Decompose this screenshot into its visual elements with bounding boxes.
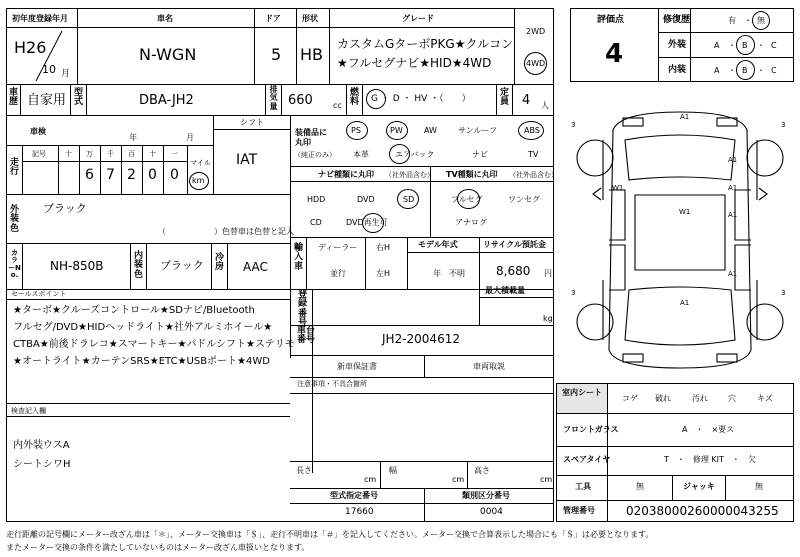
model-year-label: モデル年式: [418, 240, 458, 249]
chassis-label: 車台番号: [297, 326, 316, 346]
glass-label: フロントガラス: [563, 425, 619, 434]
navi-type-header: ナビ種類に丸印: [318, 170, 374, 179]
model-value: DBA-JH2: [139, 93, 194, 108]
displacement-value: 660: [288, 93, 313, 108]
displacement-label: 排気量: [269, 85, 278, 111]
use-value: 自家用: [27, 93, 67, 108]
grade-line1: カスタムGターボPKG★クルコン: [337, 37, 514, 51]
navi-hdd: HDD: [307, 195, 326, 204]
corner-3-tr: 3: [781, 121, 786, 129]
mgmt-label: 管理番号: [563, 506, 595, 515]
drive-2wd: 2WD: [526, 27, 546, 36]
tv-fullseg: フルセグ: [451, 195, 483, 204]
fuel-label: 燃料: [349, 88, 359, 108]
ext-grade-a: A: [714, 41, 720, 50]
equip-abs: ABS: [524, 126, 540, 135]
inspector-line-1: シートシワH: [13, 459, 71, 470]
seat-stain: 汚れ: [692, 394, 708, 403]
seat-label: 室内シート: [562, 388, 602, 397]
width-label: 幅: [389, 466, 397, 475]
mile-label: マイル: [190, 159, 211, 167]
shift-value: IAT: [236, 152, 258, 168]
mark-a1-right-door: A1: [728, 184, 738, 192]
drive-4wd: 4WD: [526, 59, 546, 68]
digit-2: 7: [106, 167, 115, 183]
width-unit: cm: [452, 475, 465, 484]
doors-label: ドア: [265, 14, 281, 23]
import-right-h: 右H: [376, 243, 391, 252]
ext-grade-c: C: [771, 41, 777, 50]
sales-line-3: ★オートライト★カーテンSRS★ETC★USBポート★4WD: [13, 356, 270, 367]
seat-hole: 穴: [728, 394, 736, 403]
navi-sd: SD: [403, 195, 415, 204]
recycle-label: リサイクル預託金: [483, 240, 546, 249]
reg-year: H26: [14, 38, 47, 57]
digit-1: 6: [85, 167, 94, 183]
seat-scratch: キズ: [757, 394, 773, 403]
spare-value: T ・ 修理 KIT ・ 欠: [664, 455, 756, 464]
repair-label: 修復歴: [663, 15, 691, 25]
navi-dvd: DVD: [357, 195, 375, 204]
fuel-options: G ・ D ・ HV ・（ ）: [371, 94, 471, 104]
equipment-label: 装備品に丸印: [295, 128, 327, 148]
capacity-unit: 人: [541, 101, 549, 110]
int-grade-b: B: [742, 66, 748, 75]
tools-value: 無: [636, 482, 644, 491]
car-name-label: 車名: [157, 14, 173, 23]
mgmt-value: 02038000260000043255: [626, 504, 779, 518]
mark-a1-right-rear: A1: [728, 211, 738, 219]
model-label: 型式: [73, 88, 83, 108]
ac-value: AAC: [243, 260, 268, 274]
type-cert-label: 型式指定番号: [330, 491, 378, 500]
doors-value: 5: [271, 45, 282, 64]
mark-w1-roof: W1: [679, 208, 691, 216]
color-change-note: （ ）色替車は色替と記入: [158, 227, 294, 236]
reg-month-unit: 月: [61, 69, 71, 79]
first-reg-label: 初年度登録年月: [12, 14, 68, 23]
length-unit: cm: [364, 475, 377, 484]
equip-ps: PS: [351, 126, 361, 135]
jack-value: 無: [755, 482, 763, 491]
sales-point-label: セールスポイント: [11, 290, 67, 298]
interior-color-label: 内装色: [133, 251, 143, 280]
shaken-year-unit: 年: [129, 133, 137, 142]
equip-leather: 本革: [353, 150, 369, 159]
recycle-value: 8,680: [496, 264, 531, 278]
tv-type-header: TV種類に丸印: [446, 170, 498, 179]
import-dealer: ディーラー: [318, 243, 358, 252]
digit-5: 0: [170, 167, 179, 183]
equip-navi: ナビ: [472, 150, 488, 159]
score-value: 4: [605, 39, 624, 69]
digit-3: 2: [127, 167, 136, 183]
navi-dvd-play: DVD再生可: [346, 218, 388, 227]
max-load-unit: kg: [543, 314, 553, 323]
equip-tv: TV: [528, 150, 539, 159]
ac-label: 冷房: [214, 253, 224, 273]
chassis-value: JH2-2004612: [382, 332, 460, 346]
model-year-value: 年 不明: [433, 269, 465, 278]
mark-a1-bottom: A1: [680, 299, 690, 307]
type-cert-value: 17660: [345, 507, 374, 517]
ext-grade-dot1: ・: [728, 41, 736, 50]
tools-label: 工具: [575, 482, 591, 491]
navi-cd: CD: [310, 218, 322, 227]
km-label: km: [192, 176, 205, 185]
digit-h-4: 十: [149, 150, 156, 158]
int-grade-dot1: ・: [728, 66, 736, 75]
equip-sunroof: サンルーフ: [458, 126, 497, 135]
corner-3-br: 3: [781, 289, 786, 297]
grade-label: グレード: [402, 14, 434, 23]
ext-grade-b: B: [742, 41, 748, 50]
interior-label: 内装: [668, 65, 687, 75]
import-left-h: 左H: [376, 269, 391, 278]
mark-a1-top: A1: [680, 113, 690, 121]
mileage-label: 走行: [9, 158, 19, 178]
category-label: 類別区分番号: [462, 491, 510, 500]
max-load-label: 最大積載量: [485, 286, 525, 295]
digit-h-2: 千: [107, 150, 114, 158]
shift-label: シフト: [240, 118, 264, 127]
height-unit: cm: [540, 475, 553, 484]
shape-value: HB: [300, 45, 324, 64]
sales-line-1: フルセグ/DVD★HIDヘッドライト★社外アルミホイール★: [13, 322, 273, 333]
car-name: N-WGN: [139, 45, 197, 64]
equip-aw: AW: [424, 126, 437, 135]
use-label: 車歴: [8, 88, 18, 108]
color-no-label: カラーNo.: [8, 249, 21, 280]
digit-h-5: 一: [171, 150, 178, 158]
repair-yes: 有: [728, 16, 736, 25]
capacity-value: 4: [522, 93, 531, 108]
height-label: 高さ: [474, 466, 490, 475]
repair-no: 無: [757, 16, 765, 25]
import-parallel: 並行: [330, 269, 346, 278]
warranty-label: 新車保証書: [337, 362, 377, 371]
inspector-label: 検査記入欄: [11, 407, 46, 415]
car-diagram: [565, 100, 795, 380]
equipment-sub-label: （純正のみ）: [294, 151, 336, 159]
footer-line-2: またメーター交換の条件を満たしていないものはメーター改ざん車扱いとなります。: [6, 543, 310, 552]
navi-type-header-sub: （社外品含む）: [385, 171, 434, 179]
exterior-color-value: ブラック: [43, 202, 87, 215]
inspector-line-0: 内外装ウスA: [13, 440, 70, 451]
digit-h-3: 百: [128, 150, 135, 158]
exterior-color-label: 外装色: [9, 205, 19, 234]
repair-dot: ・: [744, 16, 752, 25]
recycle-unit: 円: [544, 269, 552, 278]
shaken-label: 車検: [30, 127, 46, 136]
seat-scorch: コゲ: [622, 394, 638, 403]
sales-line-0: ★ターボ★クルーズコントロール★SDナビ/Bluetooth: [13, 305, 255, 316]
notes-label: 注意事項・不具合箇所: [297, 380, 367, 388]
seat-tear: 破れ: [655, 394, 671, 403]
sales-line-2: CTBA★前後ドラレコ★スマートキー★パドルシフト★ステリモ: [13, 339, 295, 350]
reg-month: 10: [42, 63, 56, 76]
score-label: 評価点: [597, 15, 625, 25]
footer-line-1: 走行距離の記号欄にメーター改ざん車は「＊」、メーター交換車は「＄」、走行不明車は「＃」を記入してください。メーター交換で合算表示した場合にも「＄」は必要となります。: [6, 530, 654, 539]
glass-value: A ・ ×要ス: [682, 425, 735, 434]
import-label: 輸入車: [293, 243, 303, 272]
mark-a1-rear-right: A1: [728, 270, 738, 278]
equip-airbag: エアバック: [395, 150, 435, 159]
tv-type-header-sub: （社外品含む）: [509, 171, 558, 179]
shaken-month-unit: 月: [186, 133, 194, 142]
color-no-value: NH-850B: [50, 259, 104, 273]
tv-oneseg: ワンセグ: [508, 195, 540, 204]
tv-analog: アナログ: [455, 218, 487, 227]
shape-label: 形状: [302, 14, 318, 23]
digit-h-0: 十: [65, 150, 72, 158]
capacity-label: 定員: [499, 88, 509, 108]
length-label: 長さ: [296, 466, 312, 475]
corner-3-bl: 3: [571, 289, 576, 297]
displacement-unit: cc: [333, 101, 342, 110]
spare-label: スペアタイヤ: [563, 455, 611, 464]
category-value: 0004: [480, 507, 503, 517]
int-grade-c: C: [771, 66, 777, 75]
ext-grade-dot2: ・: [757, 41, 765, 50]
registration-label: 登録番号: [297, 290, 307, 329]
manual-label: 車両取説: [473, 362, 505, 371]
corner-3-tl: 3: [571, 121, 576, 129]
mark-a1-front-right: A1: [728, 156, 738, 164]
exterior-label: 外装: [668, 40, 687, 50]
jack-label: ジャッキ: [683, 482, 715, 491]
interior-color-value: ブラック: [160, 259, 204, 272]
digit-h-1: 万: [86, 150, 93, 158]
code-label: 記号: [32, 150, 46, 158]
digit-4: 0: [148, 167, 157, 183]
mark-w1-left: W1: [612, 184, 624, 192]
int-grade-dot2: ・: [757, 66, 765, 75]
int-grade-a: A: [714, 66, 720, 75]
equip-pw: PW: [390, 126, 403, 135]
grade-line2: ★フルセグナビ★HID★4WD: [337, 56, 492, 70]
